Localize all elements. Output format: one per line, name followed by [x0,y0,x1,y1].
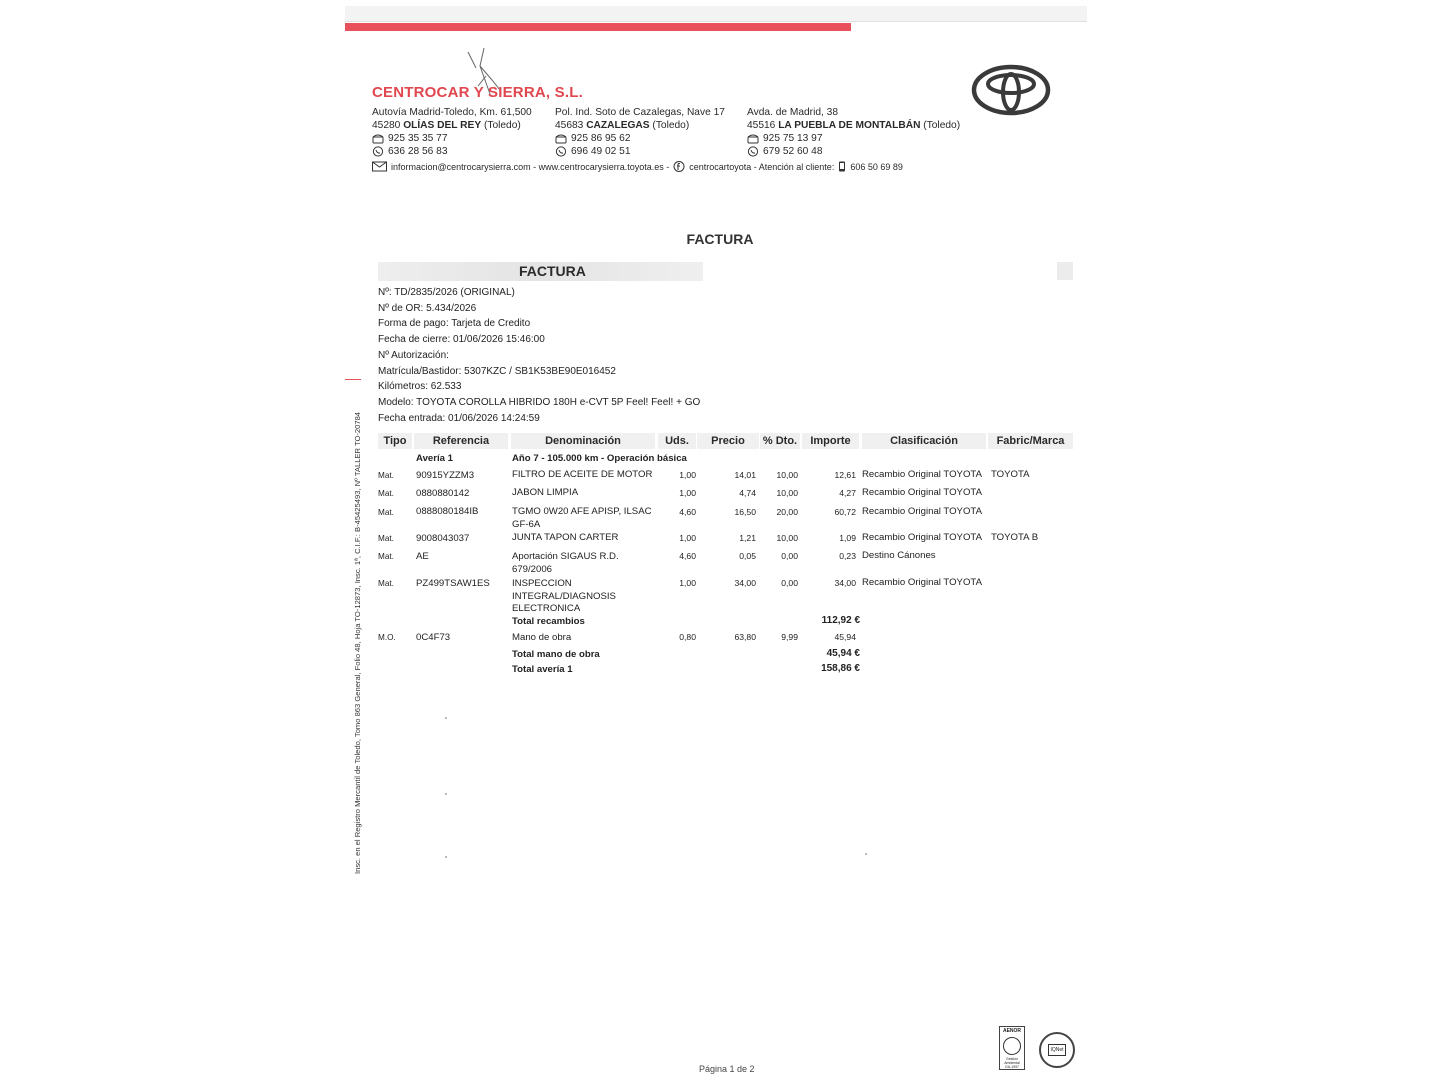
row-4-tipo: Mat. [378,534,394,543]
row-6-den-cont: INTEGRAL/DIAGNOSIS [512,591,616,602]
phone-icon [372,133,384,144]
facebook-text: centrocartoyota - Atención al cliente: [689,161,835,172]
mobile-text: 606 50 69 89 [850,161,903,172]
whatsapp-row: 696 49 02 51 [555,145,725,158]
row-1-precio: 14,01 [734,470,756,480]
total-mano-obra-label: Total mano de obra [512,649,600,660]
row-6-uds: 1,00 [679,578,696,588]
row-2-precio: 4,74 [739,488,756,498]
email-icon [372,161,387,172]
header-importe: Importe [802,433,859,449]
row-5-uds: 4,60 [679,551,696,561]
total-recambios-label: Total recambios [512,616,585,627]
labor-den: Mano de obra [512,632,572,643]
labor-ref: 0C4F73 [416,632,451,643]
row-3-uds: 4,60 [679,507,696,517]
row-2-tipo: Mat. [378,489,394,498]
row-5-tipo: Mat. [378,552,394,561]
scan-speck [445,793,447,795]
aenor-caption: Gestión Ambiental GA-1997 [1004,1057,1020,1069]
header-referencia: Referencia [414,433,508,449]
total-averia-value: 158,86 € [821,663,860,674]
row-5-clasificacion: Destino Cánones [862,550,936,561]
phone-row: 925 35 35 77 [372,132,532,145]
scan-speck [445,856,447,858]
header-clasificacion: Clasificación [862,433,986,449]
row-4-den: JUNTA TAPON CARTER [512,532,619,543]
whatsapp-icon [372,146,384,157]
address-city: 45516 LA PUEBLA DE MONTALBÁN (Toledo) [747,120,961,131]
labor-importe: 45,94 [834,632,856,642]
row-5-ref: AE [416,551,429,562]
page-number: Página 1 de 2 [699,1064,755,1074]
or-number: Nº de OR: 5.434/2026 [378,302,477,314]
payment-method: Forma de pago: Tarjeta de Credito [378,318,531,330]
row-6-tipo: Mat. [378,579,394,588]
whatsapp-row: 679 52 60 48 [747,145,960,158]
row-1-ref: 90915YZZM3 [416,470,475,481]
invoice-number: Nº: TD/2835/2026 (ORIGINAL) [378,287,515,298]
row-2-clasificacion: Recambio Original TOYOTA [862,487,982,498]
header-uds: Uds. [658,433,696,449]
phone-row: 925 75 13 97 [747,132,960,145]
aenor-seal-icon [1003,1037,1021,1055]
row-3-importe: 60,72 [834,507,856,517]
row-5-precio: 0,05 [739,551,756,561]
row-2-den: JABON LIMPIA [512,487,579,498]
iqnet-certification-badge [1039,1032,1075,1068]
row-4-dto: 10,00 [776,533,798,543]
row-6-den: INSPECCION [512,578,572,589]
authorization-number: Nº Autorización: [378,349,449,361]
total-averia-label: Total avería 1 [512,664,573,675]
row-5-dto: 0,00 [781,551,798,561]
scan-mark [1057,262,1073,280]
total-mano-obra-value: 45,94 € [826,648,860,659]
row-3-den-cont: GF-6A [512,519,541,530]
whatsapp-row: 636 28 56 83 [372,145,532,158]
vehicle-model: Modelo: TOYOTA COROLLA HIBRIDO 180H e-CVT 5P Feel! Feel! + GO [378,396,701,408]
toyota-logo-icon [971,64,1051,116]
phone-row: 925 86 95 62 [555,132,725,145]
row-3-ref: 0888080184IB [416,506,479,517]
labor-tipo: M.O. [378,633,396,642]
company-name: CENTROCAR Y SIERRA, S.L. [372,84,583,101]
phone-icon [747,133,759,144]
facebook-icon [673,161,685,172]
document-title: FACTURA [686,231,754,247]
header-red-bar [345,23,851,31]
row-3-precio: 16,50 [734,507,756,517]
row-4-fabric: TOYOTA B [991,532,1039,543]
header-fabric-marca: Fabric/Marca [988,433,1073,449]
closing-date: Fecha de cierre: 01/06/2026 15:46:00 [378,334,545,346]
address-line: Pol. Ind. Soto de Cazalegas, Nave 17 [555,107,725,118]
row-1-dto: 10,00 [776,470,798,480]
row-6-clasificacion: Recambio Original TOYOTA [862,577,982,588]
aenor-label: AENOR [1002,1028,1022,1034]
row-1-tipo: Mat. [378,471,394,480]
row-3-dto: 20,00 [776,507,798,517]
address-city: 45683 CAZALEGAS (Toledo) [555,120,690,131]
contact-line [372,161,903,172]
row-5-den-cont: 679/2006 [512,564,553,575]
labor-uds: 0,80 [679,632,696,642]
header-precio: Precio [697,433,759,449]
plate-vin: Matrícula/Bastidor: 5307KZC / SB1K53BE90E016452 [378,365,616,377]
total-recambios-value: 112,92 € [821,615,860,626]
row-5-den: Aportación SIGAUS R.D. [512,551,619,562]
address-cazalegas [555,106,725,158]
address-line: Avda. de Madrid, 38 [747,107,838,118]
row-3-den: TGMO 0W20 AFE APISP, ILSAC [512,506,652,517]
header-tipo: Tipo [378,433,412,449]
labor-dto: 9,99 [781,632,798,642]
row-4-ref: 9008043037 [416,533,470,544]
labor-precio: 63,80 [734,632,756,642]
row-6-dto: 0,00 [781,578,798,588]
whatsapp-icon [747,146,759,157]
row-1-clasificacion: Recambio Original TOYOTA [862,469,982,480]
row-5-importe: 0,23 [839,551,856,561]
row-1-importe: 12,61 [834,470,856,480]
row-3-clasificacion: Recambio Original TOYOTA [862,506,982,517]
row-6-den-cont2: ELECTRONICA [512,603,581,614]
row-2-importe: 4,27 [839,488,856,498]
row-4-importe: 1,09 [839,533,856,543]
row-6-precio: 34,00 [734,578,756,588]
row-2-dto: 10,00 [776,488,798,498]
factura-band-title: FACTURA [519,263,586,279]
row-1-uds: 1,00 [679,470,696,480]
address-olias [372,106,532,158]
registry-side-text: Insc. en el Registro Mercantil de Toledo, Tomo 863 General, Folio 48, Hoja TO-12873, Insc. 1ª, C.I.F.: B-45425493, Nº TALLER TO-20784 [353,411,362,874]
whatsapp-icon [555,146,567,157]
scan-top-border [345,6,1087,22]
section-label: Avería 1 [416,453,453,464]
email-web-text: informacion@centrocarysierra.com - www.centrocarysierra.toyota.es - [391,161,670,172]
scan-speck [445,717,447,719]
row-2-ref: 0880880142 [416,488,470,499]
address-city: 45280 OLÍAS DEL REY (Toledo) [372,120,521,131]
phone-icon [555,133,567,144]
mobile-phone-icon [838,161,846,172]
row-1-fabric: TOYOTA [991,469,1030,480]
address-puebla [747,106,960,158]
scan-speck [865,853,867,855]
iqnet-label: IQNet [1048,1044,1066,1056]
row-4-precio: 1,21 [739,533,756,543]
row-4-clasificacion: Recambio Original TOYOTA [862,532,982,543]
row-4-uds: 1,00 [679,533,696,543]
header-denominacion: Denominación [511,433,655,449]
factura-band [378,262,703,281]
row-6-ref: PZ499TSAW1ES [416,578,490,589]
address-line: Autovía Madrid-Toledo, Km. 61,500 [372,107,532,118]
row-2-uds: 1,00 [679,488,696,498]
row-1-den: FILTRO DE ACEITE DE MOTOR [512,469,653,480]
row-6-importe: 34,00 [834,578,856,588]
header-dto: % Dto. [760,433,800,449]
row-3-tipo: Mat. [378,508,394,517]
aenor-certification-badge [999,1026,1025,1070]
invoice-info [378,285,700,426]
section-description: Año 7 - 105.000 km - Operación básica [512,453,687,464]
mileage: Kilómetros: 62.533 [378,381,462,393]
entry-date: Fecha entrada: 01/06/2026 14:24:59 [378,412,540,424]
